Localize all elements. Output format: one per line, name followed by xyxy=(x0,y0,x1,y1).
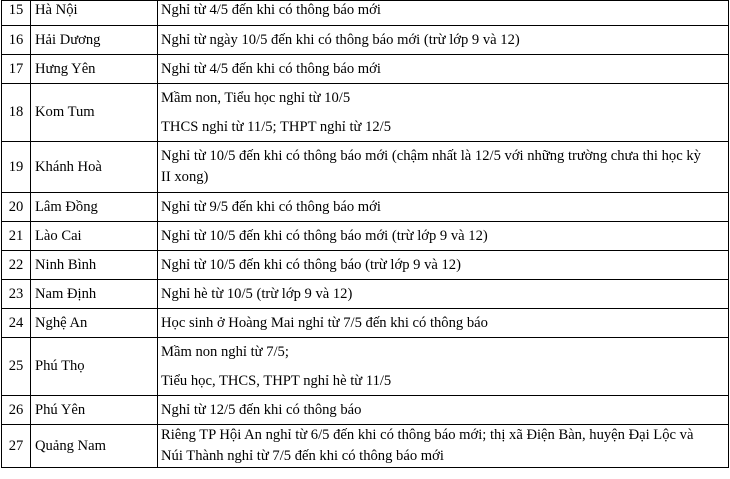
schedule-text: Tiểu học, THCS, THPT nghỉ hè từ 11/5 xyxy=(161,372,392,389)
schedule-text: II xong) xyxy=(161,169,209,185)
table-row xyxy=(2,309,729,338)
province-cell xyxy=(31,396,158,425)
province-name: Kom Tum xyxy=(35,104,95,120)
province-cell xyxy=(31,55,158,84)
row-number: 20 xyxy=(8,198,24,215)
province-cell xyxy=(31,309,158,338)
school-closure-table xyxy=(1,0,729,468)
row-number: 27 xyxy=(8,437,24,454)
province-cell xyxy=(31,1,158,26)
table-row xyxy=(2,55,729,84)
row-number-cell xyxy=(2,142,31,193)
table-row xyxy=(2,1,729,26)
schedule-cell xyxy=(158,222,729,251)
row-number-cell xyxy=(2,55,31,84)
schedule-text: Nghỉ từ 10/5 đến khi có thông báo mới (trừ lớp 9 và 12) xyxy=(161,227,488,244)
row-number-cell xyxy=(2,84,31,142)
row-number: 24 xyxy=(8,314,24,331)
row-number-cell xyxy=(2,425,31,468)
schedule-text: THCS nghỉ từ 11/5; THPT nghỉ từ 12/5 xyxy=(161,118,392,135)
table-row xyxy=(2,425,729,468)
province-cell xyxy=(31,84,158,142)
row-number-cell xyxy=(2,193,31,222)
row-number-cell xyxy=(2,251,31,280)
schedule-cell xyxy=(158,338,729,396)
province-name: Khánh Hoà xyxy=(35,158,102,175)
province-cell xyxy=(31,425,158,468)
row-number-cell xyxy=(2,280,31,309)
row-number: 23 xyxy=(8,285,24,302)
province-name: Hải Dương xyxy=(35,31,101,48)
province-name: Nam Định xyxy=(35,285,97,302)
table-row xyxy=(2,280,729,309)
row-number-cell xyxy=(2,1,31,26)
schedule-text: Nghỉ từ 12/5 đến khi có thông báo xyxy=(161,401,362,418)
schedule-cell xyxy=(158,55,729,84)
schedule-text: Nghỉ từ 9/5 đến khi có thông báo mới xyxy=(161,198,381,215)
schedule-cell xyxy=(158,425,729,468)
schedule-text: Mầm non, Tiểu học nghỉ từ 10/5 xyxy=(161,89,351,106)
table-row xyxy=(2,222,729,251)
schedule-text: Mầm non nghỉ từ 7/5; xyxy=(161,343,289,360)
province-name: Quảng Nam xyxy=(35,437,106,454)
table-row xyxy=(2,84,729,142)
schedule-cell xyxy=(158,84,729,142)
row-number-cell xyxy=(2,222,31,251)
row-number-cell xyxy=(2,338,31,396)
schedule-text: Nghỉ từ 4/5 đến khi có thông báo mới xyxy=(161,60,381,77)
row-number: 19 xyxy=(8,158,24,175)
province-cell xyxy=(31,142,158,193)
row-number-cell xyxy=(2,396,31,425)
province-name: Lâm Đồng xyxy=(35,198,98,215)
schedule-cell xyxy=(158,26,729,55)
province-name: Hà Nội xyxy=(35,1,78,18)
row-number-cell xyxy=(2,309,31,338)
schedule-cell xyxy=(158,1,729,26)
table-row xyxy=(2,251,729,280)
province-name: Phú Thọ xyxy=(35,358,85,374)
row-number: 15 xyxy=(8,1,24,18)
schedule-text: Nghỉ từ ngày 10/5 đến khi có thông báo mới (trừ lớp 9 và 12) xyxy=(161,31,520,48)
schedule-text: Nghỉ từ 10/5 đến khi có thông báo mới (chậm nhất là 12/5 với những trường chưa thi học kỳ xyxy=(161,148,701,164)
schedule-cell xyxy=(158,280,729,309)
province-name: Phú Yên xyxy=(35,401,86,418)
province-name: Ninh Bình xyxy=(35,256,97,273)
schedule-text: Học sinh ở Hoàng Mai nghỉ từ 7/5 đến khi có thông báo xyxy=(161,314,488,331)
schedule-text: Nghỉ từ 10/5 đến khi có thông báo (trừ lớp 9 và 12) xyxy=(161,256,461,273)
row-number: 22 xyxy=(8,256,24,273)
row-number: 16 xyxy=(8,31,24,48)
schedule-text: Nghỉ hè từ 10/5 (trừ lớp 9 và 12) xyxy=(161,285,353,302)
row-number-cell xyxy=(2,26,31,55)
province-cell xyxy=(31,251,158,280)
schedule-cell xyxy=(158,193,729,222)
schedule-cell xyxy=(158,309,729,338)
table-row xyxy=(2,142,729,193)
province-cell xyxy=(31,193,158,222)
row-number: 25 xyxy=(8,358,24,374)
row-number: 21 xyxy=(8,227,24,244)
row-number: 26 xyxy=(8,401,24,418)
schedule-cell xyxy=(158,251,729,280)
province-name: Hưng Yên xyxy=(35,60,96,77)
province-name: Lào Cai xyxy=(35,227,82,244)
province-cell xyxy=(31,26,158,55)
table-row xyxy=(2,193,729,222)
schedule-text: Riêng TP Hội An nghỉ từ 6/5 đến khi có thông báo mới; thị xã Điện Bàn, huyện Đại Lộc và xyxy=(161,427,694,443)
table-row xyxy=(2,396,729,425)
row-number: 17 xyxy=(8,60,24,77)
province-cell xyxy=(31,338,158,396)
schedule-text: Nghỉ từ 4/5 đến khi có thông báo mới xyxy=(161,1,381,18)
table-row xyxy=(2,26,729,55)
row-number: 18 xyxy=(8,104,24,120)
table-row xyxy=(2,338,729,396)
province-name: Nghệ An xyxy=(35,314,88,331)
province-cell xyxy=(31,222,158,251)
schedule-cell xyxy=(158,396,729,425)
schedule-cell xyxy=(158,142,729,193)
schedule-text: Núi Thành nghỉ từ 7/5 đến khi có thông báo mới xyxy=(161,448,444,464)
province-cell xyxy=(31,280,158,309)
